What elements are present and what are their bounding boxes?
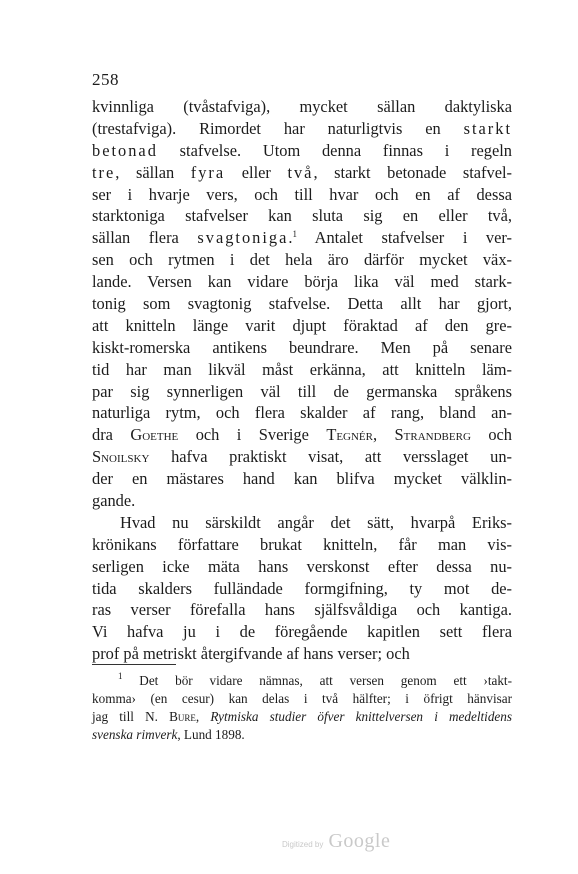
- body-segment: två: [287, 162, 314, 182]
- body-segment: svagtoniga: [197, 228, 289, 248]
- body-segment: der en mästares hand kan blifva mycket välklin-: [92, 469, 512, 489]
- footnote-segment: Rytmiska studier öfver knittelversen i medeltidens: [210, 709, 513, 724]
- body-line: [92, 140, 512, 162]
- body-segment: Antalet stafvelser i ver-: [297, 228, 512, 248]
- footnote-line: [92, 708, 512, 726]
- body-segment: Snoilsky: [92, 447, 150, 467]
- page-number: 258: [92, 70, 119, 89]
- footnote-line: [92, 690, 512, 708]
- body-line: [92, 205, 512, 227]
- body-segment: Tegnér: [326, 425, 373, 445]
- body-line: [92, 468, 512, 490]
- digitized-by-text: Digitized by: [282, 840, 324, 849]
- body-segment: krönikans författare brukat knitteln, får man vis-: [92, 534, 512, 554]
- body-segment: dra: [92, 425, 131, 445]
- body-segment: ras verser förefalla hans själfsvåldiga och kantiga.: [92, 600, 512, 620]
- body-line: [92, 118, 512, 140]
- body-segment: starkt: [463, 118, 512, 138]
- body-segment: och i Sverige: [178, 425, 327, 445]
- body-line: [92, 271, 512, 293]
- body-segment: (trestafviga). Rimordet har naturligtvis en: [92, 118, 464, 138]
- body-line: [92, 599, 512, 621]
- body-line: [92, 293, 512, 315]
- footnote-line: [92, 726, 512, 744]
- body-segment: , starkt betonade stafvel-: [313, 162, 513, 182]
- body-segment: eller: [225, 162, 288, 182]
- body-segment: tre: [92, 162, 116, 182]
- body-segment: Strandberg: [394, 425, 471, 445]
- body-segment: serligen icke mäta hans verskonst efter dessa nu-: [92, 556, 512, 576]
- body-segment: tida skalders fulländade formgifning, ty mot de-: [92, 578, 512, 598]
- body-segment: betonad: [92, 140, 158, 160]
- body-segment: sen och rytmen i det hela äro därför mycket väx-: [92, 250, 512, 270]
- body-line: [92, 162, 512, 184]
- body-line: [92, 96, 512, 118]
- footnote-segment: Det bör vidare nämnas, att versen genom ett ›takt-: [122, 673, 512, 688]
- footnote-segment: Bure: [169, 709, 196, 724]
- footnote: [92, 672, 512, 744]
- body-line: [92, 490, 512, 512]
- body-segment: Vi hafva ju i de föregående kapitlen sett flera: [92, 622, 512, 642]
- body-segment: prof på metriskt återgifvande af hans verser; och: [92, 644, 410, 664]
- body-segment: ,: [373, 425, 395, 445]
- body-segment: ser i hvarje vers, och till hvar och en af dessa: [92, 184, 512, 204]
- body-line: [92, 512, 512, 534]
- google-watermark: [282, 830, 390, 853]
- footnote-segment: , Lund 1898.: [177, 727, 245, 742]
- footnote-line: [92, 672, 512, 690]
- footnote-segment: 1: [118, 671, 123, 681]
- body-line: [92, 424, 512, 446]
- body-line: [92, 621, 512, 643]
- body-segment: sällan flera: [92, 228, 198, 248]
- footnote-segment: svenska rimverk: [92, 727, 178, 742]
- body-segment: kiskt-romerska antikens beundrare. Men på senare: [92, 337, 512, 357]
- body-segment: tid har man likväl måst erkänna, att knitteln läm-: [92, 359, 512, 379]
- body-segment: , sällan: [115, 162, 191, 182]
- body-line: [92, 643, 512, 665]
- body-line: [92, 249, 512, 271]
- body-segment: Hvad nu särskildt angår det sätt, hvarpå Eriks-: [120, 512, 512, 532]
- body-segment: naturliga rytm, och flera skalder af rang, bland an-: [92, 403, 512, 423]
- footnote-segment: komma› (en cesur) kan delas i två hälfter; i öfrigt hänvisar: [92, 691, 512, 706]
- body-segment: par sig synnerligen väl till de germanska språkens: [92, 381, 512, 401]
- body-segment: .: [288, 228, 293, 248]
- body-line: [92, 315, 512, 337]
- body-line: [92, 359, 512, 381]
- body-segment: gande.: [92, 491, 136, 511]
- footnote-segment: ,: [195, 709, 211, 724]
- google-logo: Google: [328, 830, 391, 852]
- body-line: [92, 556, 512, 578]
- body-text: [92, 96, 512, 665]
- body-segment: 1: [292, 229, 297, 240]
- body-segment: tonig som svagtonig stafvelse. Detta allt har gjort,: [92, 294, 512, 314]
- body-segment: starktoniga stafvelser kan sluta sig en eller två,: [92, 206, 512, 226]
- body-segment: Goethe: [130, 425, 179, 445]
- body-line: [92, 534, 512, 556]
- body-segment: fyra: [190, 162, 226, 182]
- body-segment: att knitteln länge varit djupt föraktad af den gre-: [92, 315, 512, 335]
- body-segment: lande. Versen kan vidare börja lika väl med stark-: [92, 272, 512, 292]
- body-line: [92, 446, 512, 468]
- body-segment: och: [470, 425, 512, 445]
- footnote-segment: jag till N.: [92, 709, 170, 724]
- body-line: [92, 381, 512, 403]
- body-line: [92, 184, 512, 206]
- body-line: [92, 402, 512, 424]
- body-line: [92, 227, 512, 249]
- body-line: [92, 337, 512, 359]
- body-line: [92, 578, 512, 600]
- body-segment: stafvelse. Utom denna finnas i regeln: [157, 140, 512, 160]
- body-segment: hafva praktiskt visat, att versslaget un-: [149, 447, 512, 467]
- body-segment: kvinnliga (tvåstafviga), mycket sällan daktyliska: [92, 97, 512, 116]
- footnote-rule: [92, 664, 176, 665]
